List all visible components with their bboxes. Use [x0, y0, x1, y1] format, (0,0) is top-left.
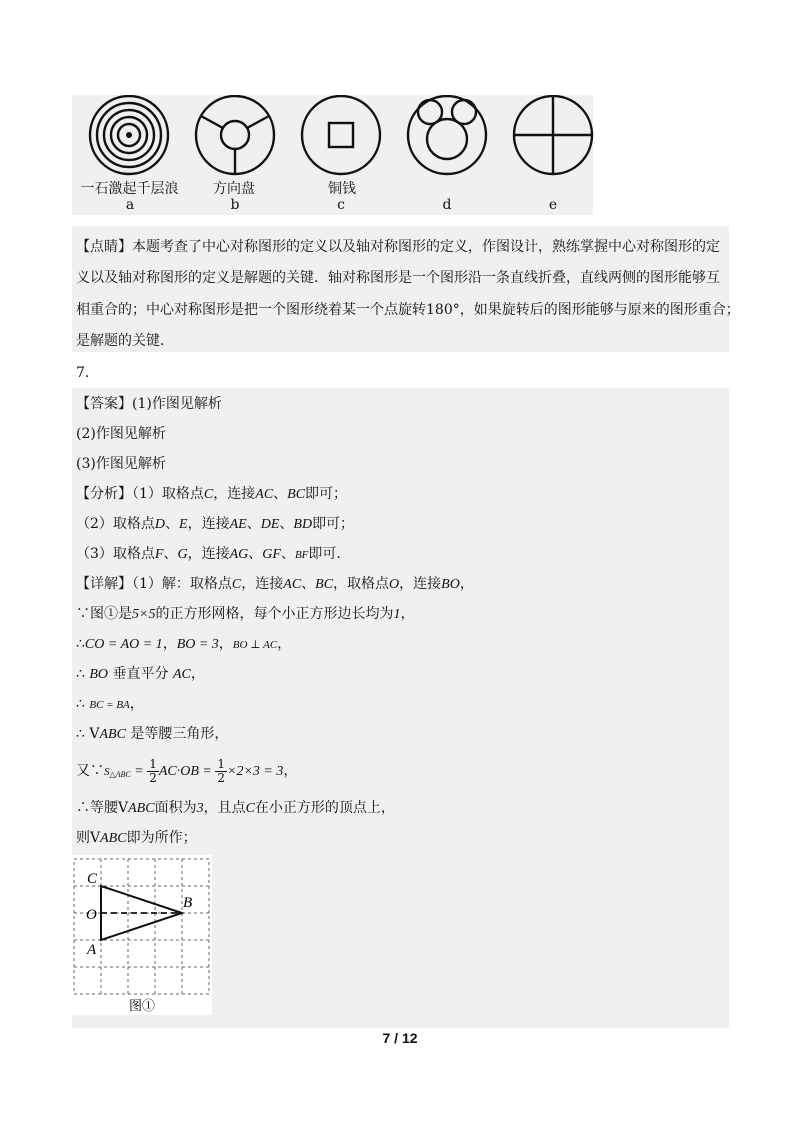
- coin-figure: [302, 96, 380, 174]
- analysis-line-2: （2）取格点D、E，连接AE、DE、BD即可；: [76, 516, 355, 532]
- analysis-line-1: 【分析】（1）取格点C，连接AC、BC即可；: [76, 486, 348, 502]
- detail-line-2: ∵图①是5×5的正方形网格，每个小正方形边长均为1，: [76, 606, 415, 622]
- mickey-figure: [408, 96, 486, 174]
- figure-caption-a: 一石激起千层浪: [80, 181, 179, 197]
- grid-figure-caption: 图①: [128, 999, 156, 1014]
- angle-180: 180°: [426, 302, 460, 318]
- figure-letter-c: c: [337, 197, 345, 213]
- detail-label: 【详解】: [76, 576, 132, 592]
- figure-letter-d: d: [442, 197, 452, 213]
- dianjing-line-4: 是解题的关键．: [76, 333, 174, 349]
- steering-wheel-figure: [196, 96, 274, 174]
- detail-line-9: 则VABC即为所作；: [76, 830, 197, 846]
- answer-label: 【答案】: [76, 396, 132, 412]
- detail-line-8: ∴等腰VABC面积为3，且点C在小正方形的顶点上，: [76, 800, 395, 816]
- label-o: O: [86, 907, 97, 923]
- detail-line-1: 【详解】（1）解：取格点C，连接AC、BC，取格点O，连接BO，: [76, 576, 474, 592]
- analysis-line-3: （3）取格点F、G，连接AG、GF、BF即可.: [76, 546, 341, 562]
- question-number: 7．: [76, 365, 99, 381]
- answer-line-2: (2)作图见解析: [76, 426, 166, 442]
- grid-figure: [72, 855, 212, 1015]
- figure-letter-a: a: [125, 197, 135, 213]
- label-c: C: [87, 871, 98, 887]
- dianjing-line-1: 【点睛】本题考查了中心对称图形的定义以及轴对称图形的定义，作图设计，熟练掌握中心对称图形的定: [76, 239, 720, 255]
- analysis-label: 【分析】: [76, 486, 132, 502]
- figure-letter-b: b: [230, 197, 240, 213]
- figure-caption-c: 铜钱: [328, 181, 356, 197]
- ripple-center-dot: [126, 132, 132, 138]
- detail-line-7: 又∵S△ABC = $\frac{1}{2}$ AC·OB = $\frac{1}{2}$ ×2×3 = 3，: [76, 756, 298, 785]
- label-b: B: [183, 895, 193, 911]
- page-number: 7 / 12: [382, 1030, 418, 1046]
- dianjing-line-2: 义以及轴对称图形的定义是解题的关键．轴对称图形是一个图形沿一条直线折叠，直线两侧的图形能够互: [76, 270, 720, 286]
- answer-line-1: 【答案】(1)作图见解析: [76, 396, 222, 412]
- dianjing-line-3: 相重合的；中心对称图形是把一个图形绕着某一个点旋转180°，如果旋转后的图形能够与原来的图形重合；: [76, 302, 740, 318]
- quartered-circle-figure: [514, 96, 592, 174]
- detail-line-5: ∴ BC = BA，: [76, 696, 144, 712]
- figure-letter-e: e: [548, 197, 558, 213]
- answer-line-3: (3)作图见解析: [76, 456, 166, 472]
- dianjing-label: 【点睛】: [76, 239, 132, 255]
- detail-line-3: ∴CO = AO = 1，BO = 3，BO ⊥ AC，: [76, 636, 292, 652]
- detail-line-6: ∴ VABC 是等腰三角形，: [76, 726, 229, 742]
- detail-line-4: ∴ BO 垂直平分 AC，: [76, 666, 205, 682]
- figure-caption-b: 方向盘: [213, 181, 255, 197]
- label-a: A: [87, 942, 97, 958]
